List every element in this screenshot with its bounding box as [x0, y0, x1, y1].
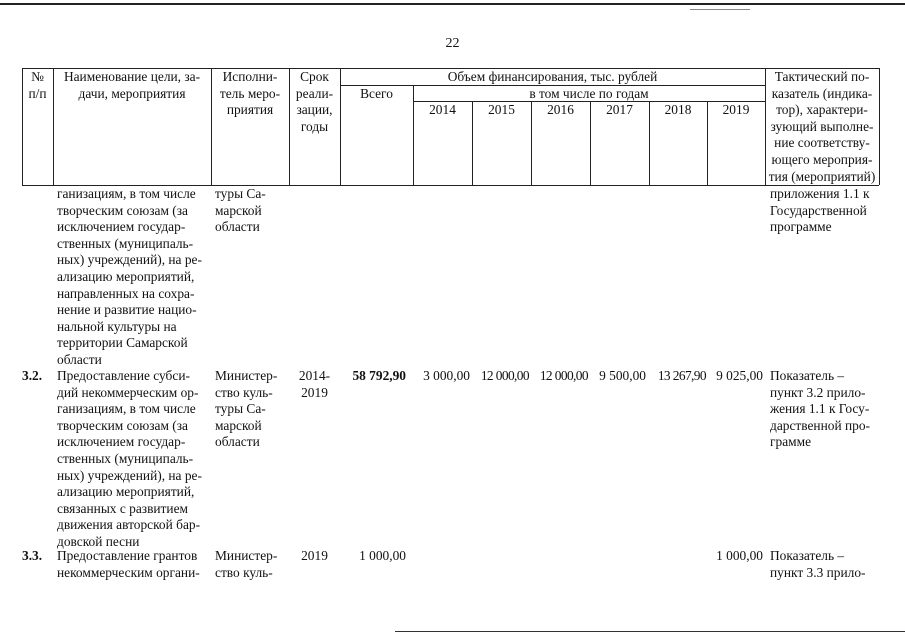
- row-3-3-executor: Министер- ство куль-: [215, 548, 278, 580]
- row-3-2-year-2019: 9 025,00: [716, 368, 763, 383]
- row-3-3-name: Предоставление грантов некоммерческим органи-: [57, 548, 200, 580]
- header-year-2015: 2015: [488, 102, 515, 117]
- row-3-2-indicator: Показатель – пункт 3.2 прило- жения 1.1 к Госу- дарственной про- грамме: [770, 368, 870, 450]
- row-3-3-year-2019: 1 000,00: [716, 548, 763, 563]
- page-number: 22: [445, 36, 460, 51]
- row-continuation-indicator: приложения 1.1 к Государственной программе: [770, 186, 870, 235]
- header-name: Наименование цели, за- дачи, мероприятия: [63, 69, 201, 101]
- row-3-2-num: 3.2.: [22, 368, 43, 383]
- header-num: № п/п: [28, 69, 47, 101]
- header-year-2014: 2014: [429, 102, 456, 117]
- col-border-12: [879, 68, 880, 185]
- header-year-2017: 2017: [606, 102, 633, 117]
- row-3-3-num: 3.3.: [22, 548, 43, 563]
- row-3-2-year-2018: 13 267,90: [657, 368, 706, 383]
- header-funding: Объем финансирования, тыс. рублей: [447, 69, 658, 84]
- header-total: Всего: [360, 86, 393, 101]
- row-3-2-total: 58 792,90: [352, 368, 406, 383]
- row-3-3-term: 2019: [301, 548, 328, 563]
- header-year-2018: 2018: [664, 102, 692, 117]
- row-3-2-year-2017: 9 500,00: [599, 368, 646, 383]
- top-border-line: [0, 3, 905, 5]
- header-year-2019: 2019: [722, 102, 750, 117]
- row-3-3-total: 1 000,00: [359, 548, 406, 563]
- row-continuation-name: ганизациям, в том числе творческим союзам (за исключением государ- ственных (муниципаль- ных) учреждений), на ре- ализацию мероприятий, направленных на сохра- нение и развитие нацио- нальной культуры на территории Самарской области: [57, 186, 202, 367]
- row-3-2-year-2014: 3 000,00: [423, 368, 470, 383]
- row-3-3-indicator: Показатель – пункт 3.3 прило-: [770, 548, 866, 580]
- header-by-years: в том числе по годам: [529, 86, 649, 101]
- row-3-2-name: Предоставление субси- дий некоммерческим ор- ганизациям, в том числе творческим союзам (за исключением государ- ственных (муниципаль- ных) учреждений), на ре- ализацию мероприятий, связанных с развитием движения авторской бар- довской песни: [57, 368, 202, 549]
- row-continuation-executor: туры Са- марской области: [215, 186, 266, 235]
- row-3-2-executor: Министер- ство куль- туры Са- марской области: [215, 368, 278, 450]
- header-term: Срок реали- зации, годы: [295, 69, 334, 134]
- row-3-2-year-2016: 12 000,00: [539, 368, 588, 383]
- row-3-2-term: 2014- 2019: [298, 368, 331, 400]
- header-year-2016: 2016: [547, 102, 574, 117]
- row-3-2-year-2015: 12 000,00: [480, 368, 529, 383]
- header-executor: Исполни- тель меро- приятия: [219, 69, 281, 118]
- bottom-border-line: [395, 631, 905, 632]
- top-border-fragment: [690, 9, 750, 10]
- header-indicator: Тактический по- казатель (индика- тор), характери- зующий выполне- ние соответству- ющего мероприя- тия (мероприятий): [768, 69, 876, 184]
